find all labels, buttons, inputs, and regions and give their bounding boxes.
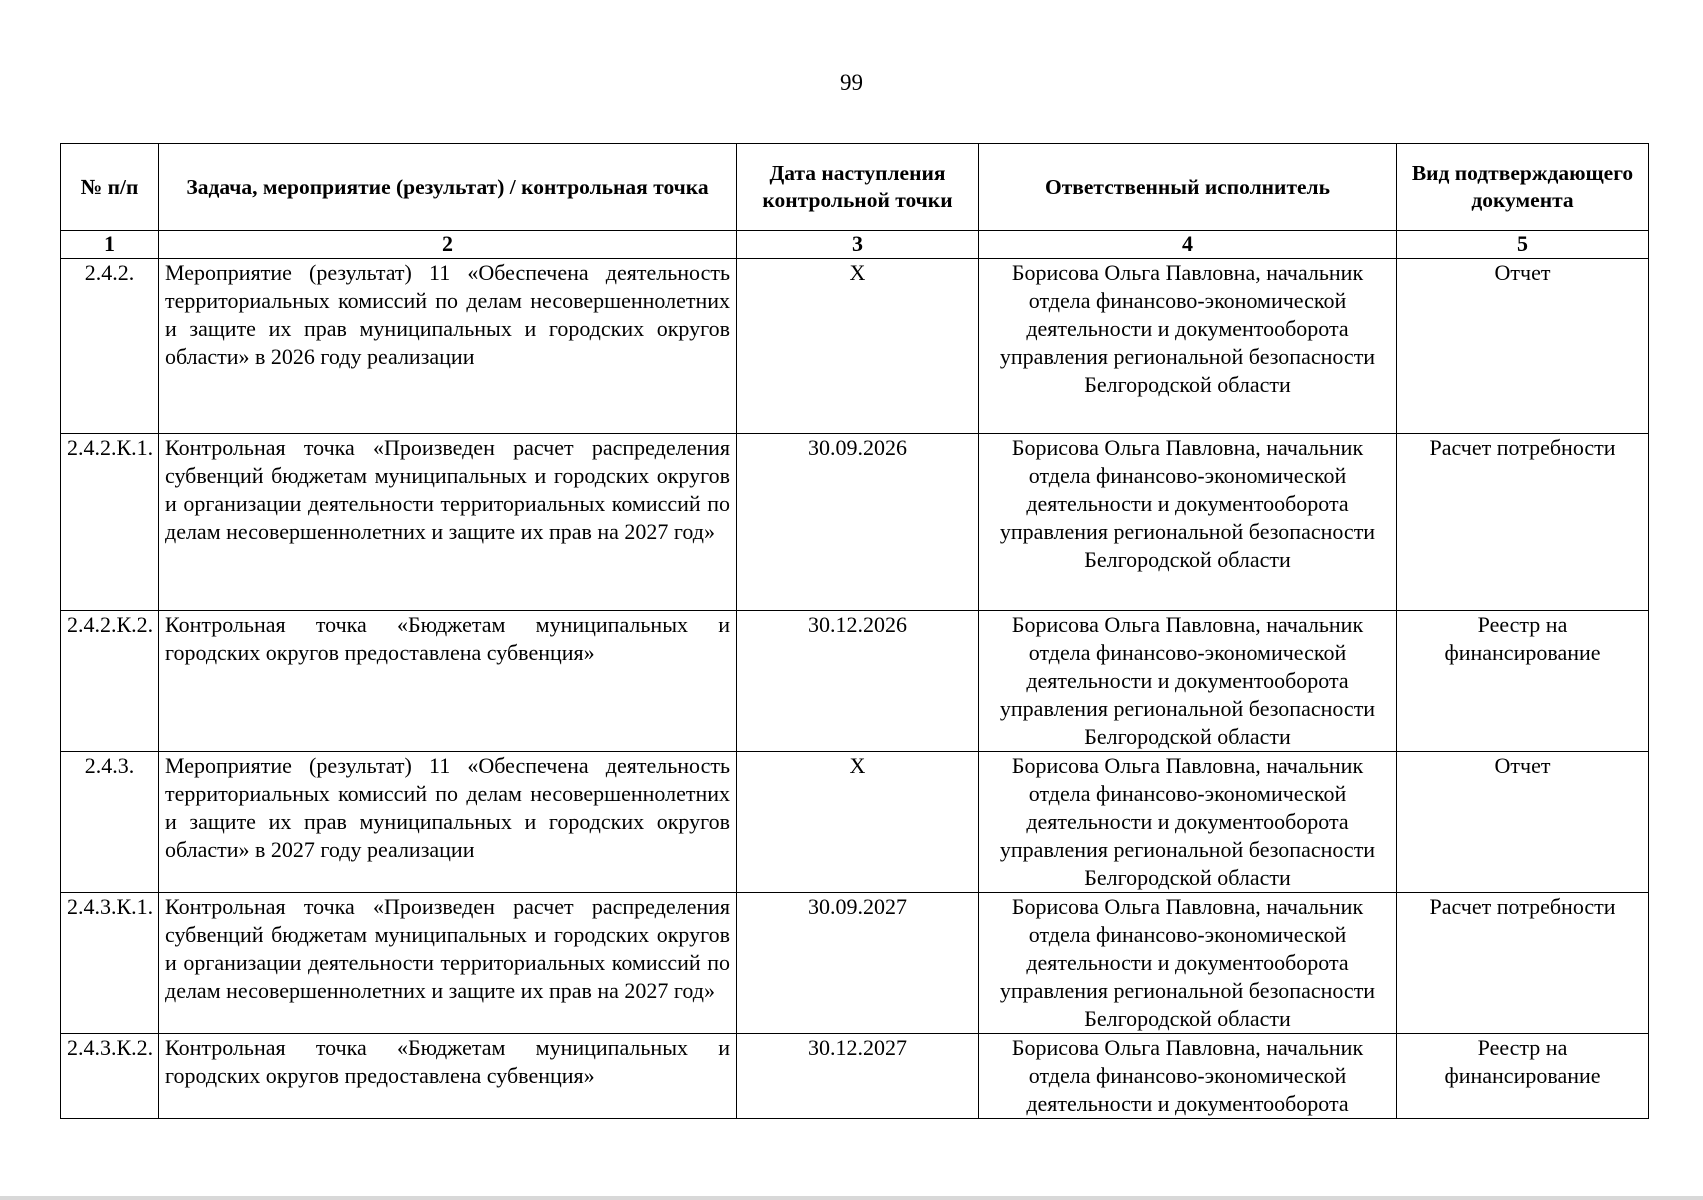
header-document-type: Вид подтверждающего документа: [1397, 144, 1649, 231]
row-document-type: Реестр на финансирование: [1397, 611, 1649, 752]
row-task: Контрольная точка «Бюджетам муниципальных и городских округов предоставлена субвенция»: [159, 1034, 737, 1119]
column-number: 2: [159, 231, 737, 259]
table-row: [61, 259, 1649, 434]
row-responsible: Борисова Ольга Павловна, начальник отдела финансово-экономической деятельности и документооборота управления региональной безопасности Белгородской области: [979, 611, 1397, 752]
row-responsible: Борисова Ольга Павловна, начальник отдела финансово-экономической деятельности и документооборота управления региональной безопасности Белгородской области: [979, 259, 1397, 434]
column-number: 1: [61, 231, 159, 259]
row-date: 30.12.2027: [737, 1034, 979, 1119]
table-row: [61, 893, 1649, 1034]
column-numbers-row: [61, 231, 1649, 259]
row-responsible: Борисова Ольга Павловна, начальник отдела финансово-экономической деятельности и документооборота управления региональной безопасности Белгородской области: [979, 893, 1397, 1034]
column-number: 4: [979, 231, 1397, 259]
row-number: 2.4.3.: [61, 752, 159, 893]
control-points-table: [60, 143, 1649, 1119]
row-document-type: Отчет: [1397, 259, 1649, 434]
row-document-type: Реестр на финансирование: [1397, 1034, 1649, 1119]
row-document-type: Отчет: [1397, 752, 1649, 893]
row-date: 30.09.2027: [737, 893, 979, 1034]
header-responsible: Ответственный исполнитель: [979, 144, 1397, 231]
row-responsible: Борисова Ольга Павловна, начальник отдела финансово-экономической деятельности и документооборота управления региональной безопасности Белгородской области: [979, 752, 1397, 893]
table-header-row: [61, 144, 1649, 231]
row-task: Контрольная точка «Бюджетам муниципальных и городских округов предоставлена субвенция»: [159, 611, 737, 752]
row-number: 2.4.2.К.1.: [61, 434, 159, 611]
table-row: [61, 1034, 1649, 1119]
column-number: 3: [737, 231, 979, 259]
row-task: Мероприятие (результат) 11 «Обеспечена деятельность территориальных комиссий по делам несовершеннолетних и защите их прав муниципальных и городских округов области» в 2027 году реализации: [159, 752, 737, 893]
header-task: Задача, мероприятие (результат) / контрольная точка: [159, 144, 737, 231]
row-task: Контрольная точка «Произведен расчет распределения субвенций бюджетам муниципальных и городских округов и организации деятельности территориальных комиссий по делам несовершеннолетних и защите их прав на 2027 год»: [159, 893, 737, 1034]
row-task: Мероприятие (результат) 11 «Обеспечена деятельность территориальных комиссий по делам несовершеннолетних и защите их прав муниципальных и городских округов области» в 2026 году реализации: [159, 259, 737, 434]
row-responsible: Борисова Ольга Павловна, начальник отдела финансово-экономической деятельности и документооборота: [979, 1034, 1397, 1119]
column-number: 5: [1397, 231, 1649, 259]
row-document-type: Расчет потребности: [1397, 434, 1649, 611]
row-document-type: Расчет потребности: [1397, 893, 1649, 1034]
row-number: 2.4.2.: [61, 259, 159, 434]
row-number: 2.4.3.К.1.: [61, 893, 159, 1034]
row-number: 2.4.2.К.2.: [61, 611, 159, 752]
row-date: X: [737, 259, 979, 434]
header-number: № п/п: [61, 144, 159, 231]
row-task: Контрольная точка «Произведен расчет распределения субвенций бюджетам муниципальных и городских округов и организации деятельности территориальных комиссий по делам несовершеннолетних и защите их прав на 2027 год»: [159, 434, 737, 611]
table-row: [61, 611, 1649, 752]
header-date: Дата наступления контрольной точки: [737, 144, 979, 231]
row-responsible: Борисова Ольга Павловна, начальник отдела финансово-экономической деятельности и документооборота управления региональной безопасности Белгородской области: [979, 434, 1397, 611]
table-row: [61, 434, 1649, 611]
row-date: X: [737, 752, 979, 893]
page-number: 99: [840, 70, 863, 95]
row-date: 30.09.2026: [737, 434, 979, 611]
table-row: [61, 752, 1649, 893]
row-date: 30.12.2026: [737, 611, 979, 752]
scan-edge-divider: [0, 1196, 1703, 1200]
row-number: 2.4.3.К.2.: [61, 1034, 159, 1119]
